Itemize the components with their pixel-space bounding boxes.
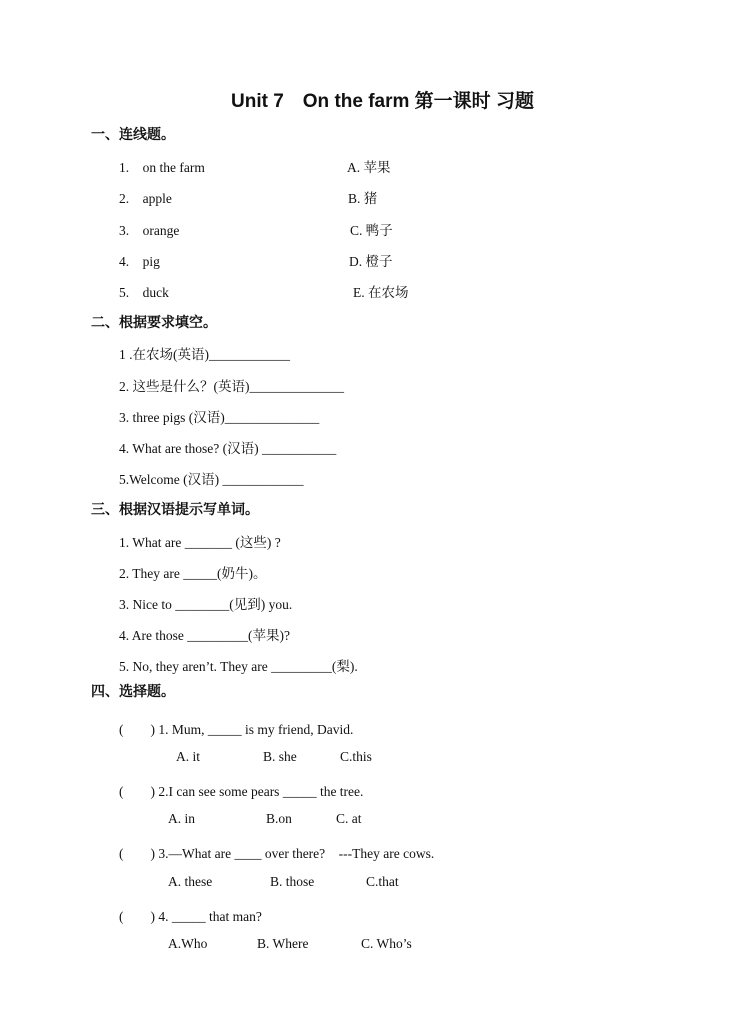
word-item: 1. What are _______ (这些) ? (119, 535, 281, 550)
match-left-item: 4. pig (119, 254, 160, 269)
fill-item: 2. 这些是什么？(英语)______________ (119, 379, 344, 394)
match-right-item: C. 鸭子 (350, 223, 393, 238)
choice-option: B. she (263, 749, 297, 764)
match-left-item: 5. duck (119, 285, 169, 300)
section-heading-fill-blank: 二、根据要求填空。 (91, 315, 217, 331)
word-item: 5. No, they aren’t. They are _________(梨). (119, 659, 358, 674)
word-item: 3. Nice to ________(见到) you. (119, 597, 293, 612)
choice-option: A. these (168, 874, 213, 889)
word-item: 4. Are those _________(苹果)? (119, 628, 290, 643)
choice-option: A. it (176, 749, 201, 764)
match-right-item: E. 在农场 (353, 285, 409, 300)
choice-option: B. those (270, 874, 315, 889)
match-left-item: 3. orange (119, 223, 180, 238)
match-right-item: D. 橙子 (349, 254, 393, 269)
choice-question-stem: ( ) 2.I can see some pears _____ the tree. (119, 784, 364, 799)
choice-option: C. at (336, 811, 362, 826)
fill-item: 3. three pigs (汉语)______________ (119, 410, 320, 425)
section-heading-multiple-choice: 四、选择题。 (91, 684, 175, 700)
choice-option: C.that (366, 874, 399, 889)
match-left-item: 2. apple (119, 191, 172, 206)
choice-question-stem: ( ) 1. Mum, _____ is my friend, David. (119, 722, 354, 737)
fill-item: 4. What are those? (汉语) ___________ (119, 441, 337, 456)
choice-question-stem: ( ) 4. _____ that man? (119, 909, 262, 924)
section-heading-write-words: 三、根据汉语提示写单词。 (91, 502, 259, 518)
choice-option: B.on (266, 811, 292, 826)
choice-option: C.this (340, 749, 372, 764)
match-right-item: B. 猪 (348, 191, 378, 206)
page-title: Unit 7 On the farm 第一课时 习题 (231, 91, 534, 112)
choice-option: B. Where (257, 936, 309, 951)
word-item: 2. They are _____(奶牛)。 (119, 566, 267, 581)
match-right-item: A. 苹果 (347, 160, 391, 175)
choice-option: A.Who (168, 936, 208, 951)
section-heading-matching: 一、连线题。 (91, 127, 175, 143)
fill-item: 1 .在农场(英语)____________ (119, 347, 290, 362)
choice-option: C. Who’s (361, 936, 412, 951)
fill-item: 5.Welcome (汉语) ____________ (119, 472, 304, 487)
match-left-item: 1. on the farm (119, 160, 205, 175)
choice-option: A. in (168, 811, 195, 826)
choice-question-stem: ( ) 3.—What are ____ over there? ---They are cows. (119, 846, 435, 861)
